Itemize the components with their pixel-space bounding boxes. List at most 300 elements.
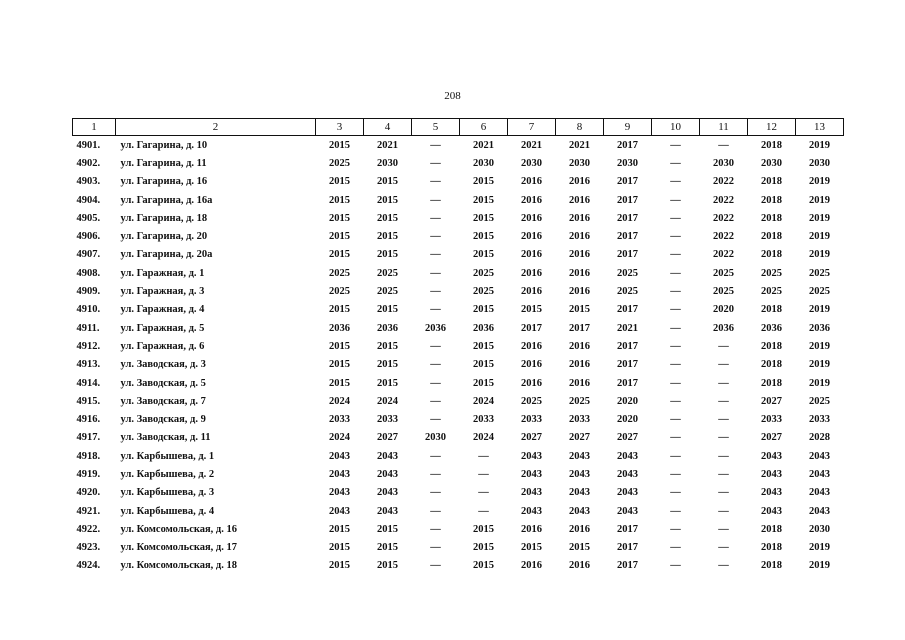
year-cell: 2020 [617, 414, 638, 426]
year-cell: 2043 [569, 487, 590, 499]
year-cell: 2043 [809, 505, 830, 517]
year-cell: 2043 [521, 450, 542, 462]
year-cell: 2027 [761, 432, 782, 444]
year-cell: 2024 [329, 432, 350, 444]
year-cell: — [718, 542, 729, 554]
year-cell: — [670, 414, 681, 426]
year-cell: — [670, 231, 681, 243]
year-cell: 2033 [521, 414, 542, 426]
year-cell: 2016 [569, 231, 590, 243]
year-cell: 2017 [617, 523, 638, 535]
year-cell: 2017 [617, 139, 638, 151]
year-cell: — [718, 560, 729, 572]
column-header-6: 6 [460, 119, 508, 136]
year-cell: 2024 [329, 395, 350, 407]
year-cell: 2016 [569, 267, 590, 279]
year-cell: — [718, 450, 729, 462]
row-number: 4911. [76, 322, 100, 334]
year-cell: — [670, 523, 681, 535]
year-cell: — [430, 231, 441, 243]
table-row [73, 154, 844, 172]
year-cell: 2016 [521, 176, 542, 188]
year-cell: 2036 [473, 322, 494, 334]
year-cell: 2016 [569, 560, 590, 572]
year-cell: 2036 [761, 322, 782, 334]
year-cell: 2017 [521, 322, 542, 334]
year-cell: 2021 [521, 139, 542, 151]
year-cell: 2043 [617, 450, 638, 462]
year-cell: — [670, 322, 681, 334]
row-number: 4916. [76, 414, 101, 426]
column-header-5: 5 [412, 119, 460, 136]
year-cell: 2015 [329, 560, 350, 572]
column-header-3: 3 [316, 119, 364, 136]
address-cell: ул. Гаражная, д. 5 [120, 322, 205, 334]
year-cell: 2015 [377, 340, 398, 352]
year-cell: 2015 [473, 231, 494, 243]
year-cell: 2017 [569, 322, 590, 334]
row-number: 4924. [76, 560, 101, 572]
year-cell: 2016 [521, 523, 542, 535]
row-number: 4914. [76, 377, 101, 389]
table-row [73, 520, 844, 538]
year-cell: 2018 [761, 340, 782, 352]
year-cell: 2030 [377, 157, 398, 169]
year-cell: 2033 [809, 414, 830, 426]
row-number: 4910. [76, 304, 101, 316]
year-cell: 2043 [617, 505, 638, 517]
year-cell: — [718, 359, 729, 371]
year-cell: — [430, 542, 441, 554]
year-cell: 2018 [761, 194, 782, 206]
year-cell: 2017 [617, 359, 638, 371]
year-cell: 2028 [809, 432, 830, 444]
year-cell: — [430, 304, 441, 316]
year-cell: — [430, 395, 441, 407]
year-cell: 2027 [377, 432, 398, 444]
year-cell: 2019 [809, 231, 830, 243]
year-cell: — [670, 542, 681, 554]
year-cell: 2033 [377, 414, 398, 426]
year-cell: 2021 [473, 139, 494, 151]
year-cell: 2015 [473, 359, 494, 371]
year-cell: 2015 [377, 212, 398, 224]
year-cell: 2036 [329, 322, 350, 334]
year-cell: — [718, 523, 729, 535]
year-cell: 2043 [521, 487, 542, 499]
year-cell: 2017 [617, 340, 638, 352]
year-cell: — [670, 340, 681, 352]
year-cell: 2017 [617, 377, 638, 389]
year-cell: 2033 [761, 414, 782, 426]
year-cell: 2015 [521, 304, 542, 316]
year-cell: 2019 [809, 212, 830, 224]
year-cell: 2017 [617, 231, 638, 243]
year-cell: 2020 [713, 304, 734, 316]
table-row [73, 301, 844, 319]
year-cell: 2021 [377, 139, 398, 151]
year-cell: 2019 [809, 359, 830, 371]
table-row [73, 264, 844, 282]
year-cell: 2030 [473, 157, 494, 169]
table-row [73, 410, 844, 428]
year-cell: 2043 [377, 487, 398, 499]
year-cell: 2016 [569, 340, 590, 352]
year-cell: — [670, 377, 681, 389]
year-cell: — [670, 432, 681, 444]
year-cell: 2017 [617, 249, 638, 261]
year-cell: — [670, 395, 681, 407]
year-cell: 2030 [425, 432, 446, 444]
year-cell: 2015 [329, 231, 350, 243]
year-cell: — [430, 139, 441, 151]
column-header-8: 8 [556, 119, 604, 136]
year-cell: 2015 [377, 560, 398, 572]
year-cell: 2025 [809, 267, 830, 279]
year-cell: 2019 [809, 304, 830, 316]
table-row [73, 173, 844, 191]
address-cell: ул. Гагарина, д. 11 [120, 157, 207, 169]
year-cell: 2016 [521, 560, 542, 572]
year-cell: 2016 [521, 340, 542, 352]
year-cell: 2015 [377, 176, 398, 188]
column-header-2: 2 [116, 119, 316, 136]
table-row [73, 227, 844, 245]
address-cell: ул. Комсомольская, д. 18 [120, 560, 237, 572]
year-cell: 2025 [473, 286, 494, 298]
year-cell: 2025 [809, 286, 830, 298]
year-cell: 2018 [761, 304, 782, 316]
address-cell: ул. Гагарина, д. 10 [120, 139, 208, 151]
year-cell: 2015 [329, 377, 350, 389]
year-cell: 2019 [809, 340, 830, 352]
year-cell: 2036 [809, 322, 830, 334]
row-number: 4923. [76, 542, 101, 554]
year-cell: 2036 [377, 322, 398, 334]
year-cell: — [670, 560, 681, 572]
year-cell: 2025 [329, 267, 350, 279]
year-cell: 2024 [473, 432, 494, 444]
year-cell: 2015 [569, 542, 590, 554]
year-cell: — [670, 359, 681, 371]
year-cell: 2025 [377, 286, 398, 298]
year-cell: — [718, 468, 729, 480]
year-cell: — [430, 487, 441, 499]
year-cell: 2015 [377, 231, 398, 243]
year-cell: 2025 [617, 267, 638, 279]
year-cell: 2022 [713, 231, 734, 243]
year-cell: 2016 [521, 212, 542, 224]
year-cell: 2016 [569, 212, 590, 224]
year-cell: 2015 [377, 523, 398, 535]
column-header-10: 10 [652, 119, 700, 136]
address-cell: ул. Заводская, д. 7 [120, 395, 206, 407]
year-cell: 2016 [569, 523, 590, 535]
table-row [73, 484, 844, 502]
year-cell: 2024 [473, 395, 494, 407]
year-cell: — [430, 377, 441, 389]
table-row [73, 209, 844, 227]
year-cell: — [670, 487, 681, 499]
address-cell: ул. Карбышева, д. 3 [120, 487, 215, 499]
year-cell: — [670, 176, 681, 188]
year-cell: 2016 [569, 286, 590, 298]
year-cell: 2030 [809, 523, 830, 535]
year-cell: — [670, 157, 681, 169]
year-cell: 2043 [761, 450, 782, 462]
year-cell: 2015 [473, 212, 494, 224]
year-cell: — [430, 450, 441, 462]
year-cell: 2027 [569, 432, 590, 444]
year-cell: — [430, 194, 441, 206]
page-number: 208 [444, 90, 461, 102]
year-cell: — [670, 450, 681, 462]
year-cell: 2016 [521, 286, 542, 298]
year-cell: 2030 [569, 157, 590, 169]
year-cell: 2019 [809, 176, 830, 188]
year-cell: 2015 [377, 249, 398, 261]
year-cell: 2025 [473, 267, 494, 279]
year-cell: — [430, 505, 441, 517]
table-row [73, 429, 844, 447]
year-cell: 2021 [569, 139, 590, 151]
year-cell: — [478, 450, 489, 462]
year-cell: 2019 [809, 542, 830, 554]
table-row [73, 319, 844, 337]
year-cell: 2043 [569, 505, 590, 517]
year-cell: 2025 [521, 395, 542, 407]
column-header-11: 11 [700, 119, 748, 136]
row-number: 4901. [76, 139, 101, 151]
year-cell: 2021 [617, 322, 638, 334]
year-cell: — [478, 468, 489, 480]
year-cell: — [430, 267, 441, 279]
year-cell: 2043 [617, 487, 638, 499]
row-number: 4912. [76, 340, 101, 352]
table-row [73, 337, 844, 355]
year-cell: — [670, 286, 681, 298]
year-cell: 2019 [809, 194, 830, 206]
year-cell: 2043 [377, 468, 398, 480]
year-cell: 2030 [713, 157, 734, 169]
row-number: 4918. [76, 450, 101, 462]
year-cell: 2024 [377, 395, 398, 407]
year-cell: 2016 [521, 231, 542, 243]
year-cell: 2036 [713, 322, 734, 334]
row-number: 4907. [76, 249, 101, 261]
year-cell: 2018 [761, 560, 782, 572]
year-cell: 2030 [809, 157, 830, 169]
year-cell: — [670, 249, 681, 261]
year-cell: 2025 [617, 286, 638, 298]
address-cell: ул. Комсомольская, д. 16 [120, 523, 237, 535]
year-cell: 2043 [761, 505, 782, 517]
year-cell: 2043 [617, 468, 638, 480]
year-cell: 2015 [473, 560, 494, 572]
table-row [73, 282, 844, 300]
address-cell: ул. Заводская, д. 11 [120, 432, 211, 444]
year-cell: 2015 [473, 176, 494, 188]
year-cell: — [670, 468, 681, 480]
address-cell: ул. Гагарина, д. 20а [120, 249, 213, 261]
header-row [73, 119, 844, 136]
year-cell: — [718, 395, 729, 407]
year-cell: — [430, 176, 441, 188]
year-cell: 2043 [521, 468, 542, 480]
year-cell: 2022 [713, 176, 734, 188]
year-cell: 2025 [713, 267, 734, 279]
year-cell: 2016 [521, 267, 542, 279]
year-cell: 2018 [761, 523, 782, 535]
year-cell: 2017 [617, 212, 638, 224]
year-cell: 2025 [329, 157, 350, 169]
column-header-13: 13 [796, 119, 844, 136]
year-cell: 2033 [569, 414, 590, 426]
year-cell: 2015 [521, 542, 542, 554]
table-row [73, 557, 844, 575]
table-header [73, 119, 844, 136]
year-cell: 2016 [569, 194, 590, 206]
year-cell: 2030 [761, 157, 782, 169]
year-cell: 2015 [473, 304, 494, 316]
year-cell: 2025 [761, 267, 782, 279]
year-cell: 2043 [329, 505, 350, 517]
year-cell: 2018 [761, 249, 782, 261]
table-row [73, 374, 844, 392]
year-cell: 2030 [521, 157, 542, 169]
address-cell: ул. Карбышева, д. 2 [120, 468, 215, 480]
address-cell: ул. Карбышева, д. 1 [120, 450, 215, 462]
year-cell: — [670, 212, 681, 224]
year-cell: 2015 [569, 304, 590, 316]
year-cell: — [430, 249, 441, 261]
year-cell: 2025 [809, 395, 830, 407]
year-cell: 2030 [617, 157, 638, 169]
year-cell: 2015 [329, 194, 350, 206]
year-cell: 2027 [761, 395, 782, 407]
year-cell: 2020 [617, 395, 638, 407]
year-cell: 2027 [521, 432, 542, 444]
year-cell: 2022 [713, 249, 734, 261]
year-cell: 2043 [809, 450, 830, 462]
year-cell: 2015 [473, 542, 494, 554]
year-cell: 2043 [377, 450, 398, 462]
year-cell: 2015 [329, 212, 350, 224]
year-cell: — [718, 432, 729, 444]
table-row [73, 246, 844, 264]
address-cell: ул. Гаражная, д. 4 [120, 304, 205, 316]
year-cell: 2016 [521, 377, 542, 389]
row-number: 4905. [76, 212, 101, 224]
year-cell: — [718, 139, 729, 151]
year-cell: 2016 [569, 176, 590, 188]
year-cell: 2017 [617, 304, 638, 316]
schedule-table [72, 118, 844, 575]
column-header-12: 12 [748, 119, 796, 136]
table-body [73, 136, 844, 576]
year-cell: 2027 [617, 432, 638, 444]
year-cell: 2043 [761, 468, 782, 480]
year-cell: 2018 [761, 231, 782, 243]
year-cell: 2017 [617, 560, 638, 572]
address-cell: ул. Гагарина, д. 20 [120, 231, 208, 243]
year-cell: 2018 [761, 377, 782, 389]
year-cell: — [718, 377, 729, 389]
row-number: 4913. [76, 359, 101, 371]
year-cell: 2043 [809, 468, 830, 480]
row-number: 4903. [76, 176, 101, 188]
address-cell: ул. Гагарина, д. 18 [120, 212, 208, 224]
table-row [73, 392, 844, 410]
row-number: 4904. [76, 194, 101, 206]
year-cell: 2019 [809, 377, 830, 389]
year-cell: — [430, 560, 441, 572]
year-cell: 2043 [329, 468, 350, 480]
year-cell: — [430, 523, 441, 535]
year-cell: 2018 [761, 176, 782, 188]
year-cell: 2036 [425, 322, 446, 334]
year-cell: — [718, 487, 729, 499]
column-header-7: 7 [508, 119, 556, 136]
address-cell: ул. Заводская, д. 9 [120, 414, 206, 426]
year-cell: — [670, 139, 681, 151]
year-cell: — [670, 267, 681, 279]
address-cell: ул. Гаражная, д. 3 [120, 286, 205, 298]
row-number: 4908. [76, 267, 101, 279]
year-cell: — [718, 505, 729, 517]
table-row [73, 356, 844, 374]
year-cell: 2015 [377, 304, 398, 316]
year-cell: — [478, 487, 489, 499]
year-cell: 2016 [521, 194, 542, 206]
year-cell: 2015 [329, 249, 350, 261]
year-cell: 2015 [329, 542, 350, 554]
year-cell: 2043 [377, 505, 398, 517]
year-cell: 2025 [377, 267, 398, 279]
year-cell: 2025 [569, 395, 590, 407]
year-cell: 2016 [569, 249, 590, 261]
year-cell: 2016 [521, 249, 542, 261]
column-header-9: 9 [604, 119, 652, 136]
year-cell: 2019 [809, 560, 830, 572]
row-number: 4906. [76, 231, 101, 243]
year-cell: 2043 [521, 505, 542, 517]
year-cell: 2019 [809, 139, 830, 151]
address-cell: ул. Гагарина, д. 16а [120, 194, 213, 206]
year-cell: — [430, 414, 441, 426]
year-cell: 2043 [329, 450, 350, 462]
year-cell: 2043 [809, 487, 830, 499]
year-cell: 2015 [473, 249, 494, 261]
year-cell: 2033 [473, 414, 494, 426]
year-cell: — [430, 468, 441, 480]
year-cell: 2043 [329, 487, 350, 499]
address-cell: ул. Комсомольская, д. 17 [120, 542, 237, 554]
year-cell: 2015 [377, 194, 398, 206]
address-cell: ул. Гаражная, д. 1 [120, 267, 205, 279]
row-number: 4921. [76, 505, 101, 517]
year-cell: — [718, 414, 729, 426]
year-cell: 2025 [713, 286, 734, 298]
year-cell: 2015 [473, 377, 494, 389]
row-number: 4917. [76, 432, 101, 444]
year-cell: 2015 [329, 139, 350, 151]
year-cell: 2043 [569, 450, 590, 462]
row-number: 4909. [76, 286, 101, 298]
year-cell: 2016 [569, 359, 590, 371]
year-cell: 2015 [473, 194, 494, 206]
year-cell: 2015 [473, 340, 494, 352]
